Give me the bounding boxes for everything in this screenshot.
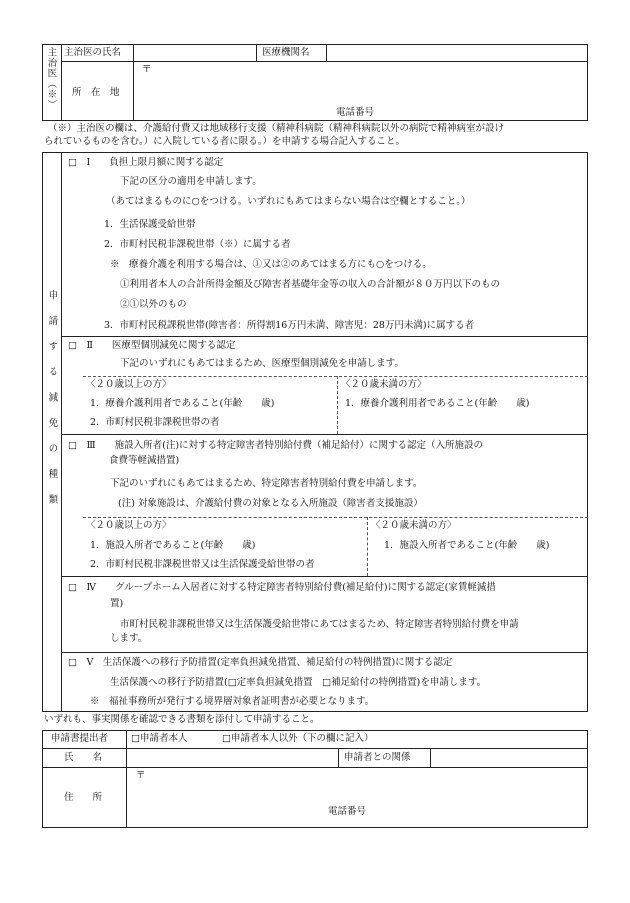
submitter-label: 申請書提出者 xyxy=(51,733,109,744)
relation-field[interactable] xyxy=(431,749,587,766)
applicant-postal-mark: 〒 xyxy=(136,770,146,781)
applicant-name-label: 氏 名 xyxy=(64,752,103,763)
section4-line1: 市町村民税非課税世帯又は生活保護受給世帯にあてはまるため、特定障害者特別給付費を申請 xyxy=(120,619,519,630)
section2-under20-item1[interactable]: 1．療養介護利用者であること(年齢 歳) xyxy=(345,398,530,409)
section3-over20-label: 〈２０歳以上の方〉 xyxy=(86,520,172,531)
section3-title-cont: 食費等軽減措置) xyxy=(109,455,180,466)
section1-sub2[interactable]: ②①以外のもの xyxy=(120,299,187,310)
institution-field[interactable] xyxy=(327,45,587,60)
section3-under20-item1[interactable]: 1．施設入所者であること(年齢 歳) xyxy=(384,540,550,551)
section1-item2[interactable]: 2．市町村民税非課税世帯（※）に属する者 xyxy=(104,239,291,250)
applicant-phone-label: 電話番号 xyxy=(328,806,367,817)
section3-over20-item2[interactable]: 2．市町村民税非課税世帯又は生活保護受給世帯の者 xyxy=(90,559,315,570)
doctor-address-field[interactable] xyxy=(155,63,585,103)
doctor-name-label: 主治医の氏名 xyxy=(64,47,122,58)
footer-note: いずれも、事実関係を確認できる書類を添付して申請すること。 xyxy=(44,714,320,725)
section5-note: ※ 福祉事務所が発行する境界層対象者証明書が必要となります。 xyxy=(90,696,375,707)
section4-title[interactable]: □ Ⅳ グループホーム入居者に対する特定障害者特別給付費(補足給付)に関する認定(家賃軽減措 xyxy=(68,582,496,593)
section3-note: (注) 対象施設は、介護給付費の対象となる入所施設（障害者支援施設） xyxy=(118,498,423,509)
section4-title-cont: 置) xyxy=(110,598,124,609)
section2-over20-item1[interactable]: 1．療養介護利用者であること(年齢 歳) xyxy=(90,398,275,409)
doctor-phone-label: 電話番号 xyxy=(336,107,375,118)
section1-sub1[interactable]: ①利用者本人の合計所得金額及び障害者基礎年金等の収入の合計額が８０万円以下のもの xyxy=(120,279,501,290)
section1-item1[interactable]: 1．生活保護受給世帯 xyxy=(104,219,196,230)
section2-over20-item2[interactable]: 2．市町村民税非課税世帯の者 xyxy=(90,417,220,428)
submitter-option-other[interactable]: □申請者本人以外（下の欄に記入） xyxy=(222,733,374,744)
section5-title[interactable]: □ Ⅴ 生活保護への移行予防措置(定率負担減免措置、補足給付の特例措置)に関する認定 xyxy=(68,657,453,668)
section1-line1: 下記の区分の適用を申請します。 xyxy=(120,176,262,187)
section3-title[interactable]: □ Ⅲ 施設入所者(注)に対する特定障害者特別給付費（補足給付）に関する認定（入所施設の xyxy=(68,440,484,451)
institution-label: 医療機関名 xyxy=(262,47,310,58)
reduction-side-label: 申請する減免の種類 xyxy=(46,290,58,520)
section3-line1: 下記のいずれにもあてはまるため、特定障害者特別給付費を申請します。 xyxy=(110,478,423,489)
section1-item3[interactable]: 3．市町村民税課税世帯(障害者：所得割16万円未満、障害児：28万円未満)に属する者 xyxy=(104,320,475,331)
section2-over20-label: 〈２０歳以上の方〉 xyxy=(86,379,172,390)
section1-line2: （あてはまるものに○をつける。いずれにもあてはまらない場合は空欄とすること。） xyxy=(106,196,471,207)
doctor-address-label: 所 在 地 xyxy=(72,87,120,98)
applicant-address-field[interactable] xyxy=(150,769,585,799)
section1-item2-note: ※ 療養介護を利用する場合は、①又は②のあてはまる方にも○をつける。 xyxy=(110,259,432,270)
doctor-note-line2: られているものを含む。）に入院している者に限る。）を申請する場合記入すること。 xyxy=(44,136,406,147)
doctor-note-line1: （※）主治医の欄は、介護給付費又は地域移行支援（精神科病院（精神科病院以外の病院で精神病室が設け xyxy=(48,123,505,134)
relation-label: 申請者との関係 xyxy=(344,752,411,763)
section2-title[interactable]: □ Ⅱ 医療型個別減免に関する認定 xyxy=(68,340,236,351)
submitter-option-self[interactable]: □申請者本人 xyxy=(131,733,188,744)
section1-title[interactable]: □ Ⅰ 負担上限月額に関する認定 xyxy=(68,157,224,168)
section3-under20-label: 〈２０歳未満の方〉 xyxy=(371,520,457,531)
section2-under20-label: 〈２０歳未満の方〉 xyxy=(341,379,427,390)
doctor-side-label: 主治医（※） xyxy=(45,47,57,110)
applicant-address-label: 住 所 xyxy=(64,792,103,803)
section2-line1: 下記のいずれにもあてはまるため、医療型個別減免を申請します。 xyxy=(120,358,404,369)
postal-mark: 〒 xyxy=(142,64,152,75)
doctor-name-field[interactable] xyxy=(134,45,255,60)
applicant-name-field[interactable] xyxy=(127,749,337,766)
section4-line1-cont: します。 xyxy=(110,633,148,644)
section3-over20-item1[interactable]: 1．施設入所者であること(年齢 歳) xyxy=(90,540,256,551)
section5-line1[interactable]: 生活保護への移行予防措置(□定率負担減免措置 □補足給付の特例措置)を申請します。 xyxy=(110,677,487,688)
